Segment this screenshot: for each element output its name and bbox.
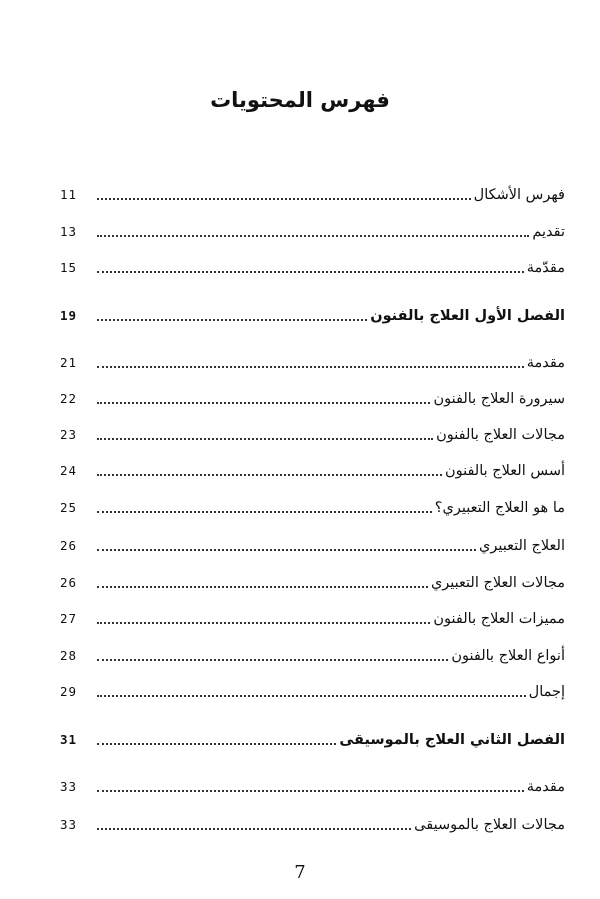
toc-entry-title: سيرورة العلاج بالفنون [433, 391, 565, 407]
toc-entry-page: 15 [60, 260, 78, 275]
toc-entry [60, 678, 565, 702]
toc-entry-title: مجالات العلاج بالفنون [436, 427, 565, 443]
toc-entry-page: 11 [60, 187, 78, 202]
leader-dots [97, 743, 336, 745]
toc-entry-page: 28 [60, 648, 78, 663]
toc-entry-title: مميزات العلاج بالفنون [433, 611, 565, 627]
toc-entry [60, 218, 565, 242]
toc-entry-page: 29 [60, 684, 78, 699]
leader-dots [97, 402, 430, 404]
toc-entry [60, 457, 565, 481]
toc-entry [60, 181, 565, 205]
toc-entry [60, 811, 565, 835]
leader-dots [97, 828, 411, 830]
toc-entry-page: 19 [60, 308, 78, 323]
toc-entry [60, 569, 565, 593]
toc-entry [60, 421, 565, 445]
leader-dots [97, 659, 448, 661]
toc-entry-title: مقدمة [526, 355, 565, 371]
toc-chapter-entry [60, 726, 565, 750]
toc-entry-title: مجالات العلاج بالموسيقى [414, 817, 565, 833]
toc-entry-page: 13 [60, 224, 78, 239]
toc-entry-title: أسس العلاج بالفنون [444, 463, 565, 479]
toc-entry [60, 494, 565, 518]
page-title: فهرس المحتويات [210, 88, 390, 112]
leader-dots [97, 438, 433, 440]
toc-entry-page: 31 [60, 732, 78, 747]
toc-entry-page: 26 [60, 538, 78, 553]
leader-dots [97, 198, 471, 200]
page-number: 7 [294, 862, 306, 883]
toc-entry-page: 33 [60, 817, 78, 832]
leader-dots [97, 549, 476, 551]
toc-entry [60, 349, 565, 373]
toc-entry-title: العلاج التعبيري [479, 538, 565, 554]
leader-dots [97, 790, 524, 792]
toc-entry-page: 23 [60, 427, 78, 442]
toc-entry-page: 27 [60, 611, 78, 626]
leader-dots [97, 622, 430, 624]
leader-dots [97, 511, 432, 513]
toc-entry-title: ما هو العلاج التعبيري؟ [434, 500, 565, 516]
leader-dots [97, 271, 524, 273]
toc-entry-title: تقديم [532, 224, 565, 240]
leader-dots [97, 319, 367, 321]
toc-entry-page: 21 [60, 355, 78, 370]
toc-entry [60, 773, 565, 797]
toc-entry-title: مقدّمة [526, 260, 565, 276]
toc-chapter-title: الفصل الأول العلاج بالفنون [370, 308, 565, 324]
toc-chapter-title: الفصل الثاني العلاج بالموسيقى [339, 732, 565, 748]
leader-dots [97, 695, 526, 697]
toc-entry-page: 26 [60, 575, 78, 590]
toc-entry-title: مجالات العلاج التعبيري [430, 575, 565, 591]
toc-entry-page: 22 [60, 391, 78, 406]
leader-dots [97, 586, 428, 588]
leader-dots [97, 474, 442, 476]
leader-dots [97, 366, 524, 368]
toc-entry [60, 532, 565, 556]
toc-entry-page: 33 [60, 779, 78, 794]
toc-chapter-entry [60, 302, 565, 326]
toc-entry [60, 254, 565, 278]
toc-entry [60, 605, 565, 629]
toc-entry-title: فهرس الأشكال [473, 187, 565, 203]
toc-entry-title: أنواع العلاج بالفنون [451, 648, 565, 664]
toc-entry-title: إجمال [528, 684, 565, 700]
toc-entry-title: مقدمة [526, 779, 565, 795]
leader-dots [97, 235, 529, 237]
toc-entry [60, 385, 565, 409]
toc-entry [60, 642, 565, 666]
toc-entry-page: 24 [60, 463, 78, 478]
toc-entry-page: 25 [60, 500, 78, 515]
